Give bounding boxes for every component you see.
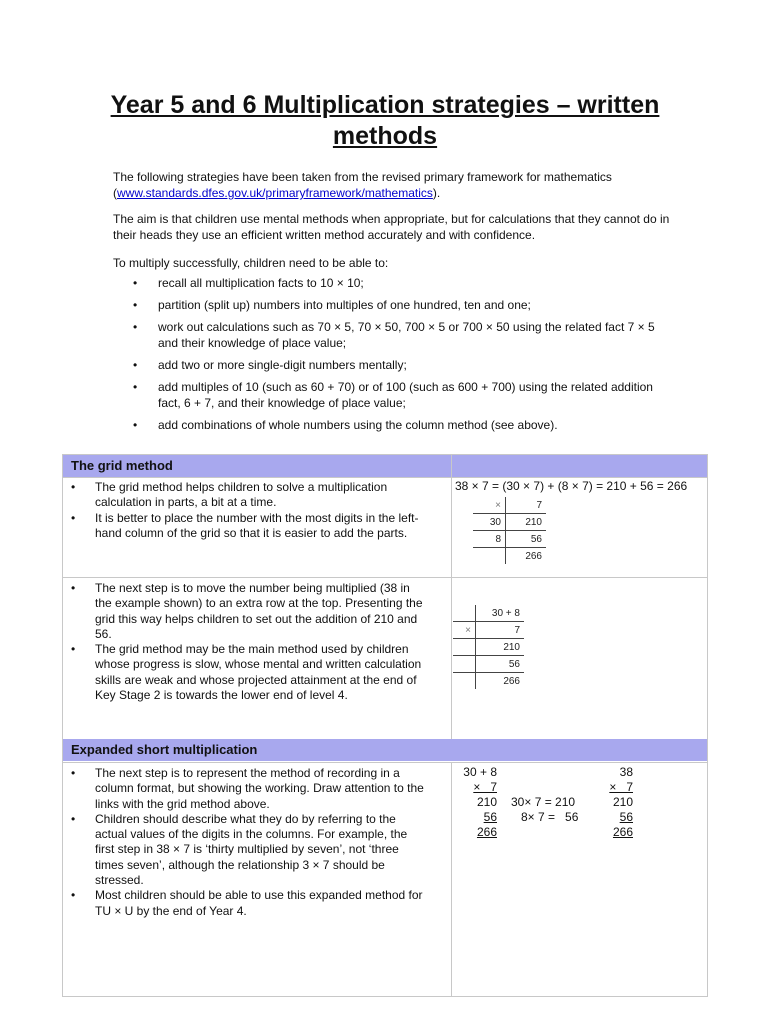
- list-item: • work out calculations such as 70 × 5, 70 × 50, 700 × 5 or 700 × 50 using the related fact 7 × 5 and their knowledge of place value;: [113, 319, 673, 351]
- intro-source-paragraph: [113, 169, 693, 201]
- list-item: • The next step is to move the number being multiplied (38 in the example shown) to an extra row at the top. Presenting the grid this way helps children to set out the addition of 210 and 56.: [69, 581, 429, 642]
- aim-paragraph: The aim is that children use mental methods when appropriate, but for calculations that they cannot do in their heads they use an efficient written method accurately and with confidence.: [113, 212, 670, 242]
- list-item: • Children should describe what they do by referring to the actual values of the digits in the columns. For example, the first step in 38 × 7 is ‘thirty multiplied by seven’, not ‘three times seven’, although the relationship 3 × 7 should be stressed.: [69, 812, 429, 888]
- grid-example-2: 30 + 8 × 7 210 56 266: [453, 605, 524, 689]
- list-item: • recall all multiplication facts to 10 × 10;: [113, 275, 673, 291]
- intro-end: ).: [432, 186, 441, 200]
- expanded-example-2: 38 × 7 210 56 266: [609, 765, 633, 839]
- grid-method-heading: The grid method: [63, 455, 707, 477]
- expanded-example-1: 30 + 8 × 7 210 56 266: [463, 765, 497, 839]
- grid-equation: 38 × 7 = (30 × 7) + (8 × 7) = 210 + 56 = 266: [455, 479, 688, 493]
- grid-example-1: × 7 30 210 8 56 266: [473, 497, 546, 564]
- grid-method-row1-text: [69, 480, 429, 541]
- list-item: • partition (split up) numbers into multiples of one hundred, ten and one;: [113, 297, 673, 313]
- list-item: • The grid method may be the main method used by children whose progress is slow, whose mental and written calculation skills are weak and whose projected attainment at the end of Key Stage 2 is towards the lower end of level 4.: [69, 642, 429, 703]
- requirements-list: [113, 275, 673, 439]
- list-item: • add multiples of 10 (such as 60 + 70) or of 100 (such as 600 + 700) using the related addition fact, 6 + 7, and their knowledge of place value;: [113, 379, 673, 411]
- framework-link[interactable]: www.standards.dfes.gov.uk/primaryframework/mathematics: [117, 186, 433, 200]
- list-item: • It is better to place the number with the most digits in the left-hand column of the grid so that it is easier to add the parts.: [69, 511, 429, 542]
- expanded-text: [69, 766, 429, 919]
- list-item: • add two or more single-digit numbers mentally;: [113, 357, 673, 373]
- list-item: • The next step is to represent the method of recording in a column format, but showing the working. Draw attention to the links with the grid method above.: [69, 766, 429, 812]
- expanded-heading: Expanded short multiplication: [63, 739, 707, 761]
- requirements-intro: To multiply successfully, children need to be able to:: [113, 256, 389, 270]
- grid-method-row2-text: [69, 581, 429, 703]
- page-title: Year 5 and 6 Multiplication strategies – written methods: [110, 91, 660, 150]
- list-item: • Most children should be able to use this expanded method for TU × U by the end of Year 4.: [69, 888, 429, 919]
- methods-table: [62, 454, 708, 997]
- intro-text: The following strategies have been taken from the revised primary framework for mathematics (: [113, 170, 612, 200]
- expanded-notes: 30× 7 = 210 8× 7 = 56: [511, 795, 579, 824]
- list-item: • The grid method helps children to solve a multiplication calculation in parts, a bit at a time.: [69, 480, 429, 511]
- list-item: • add combinations of whole numbers using the column method (see above).: [113, 417, 673, 433]
